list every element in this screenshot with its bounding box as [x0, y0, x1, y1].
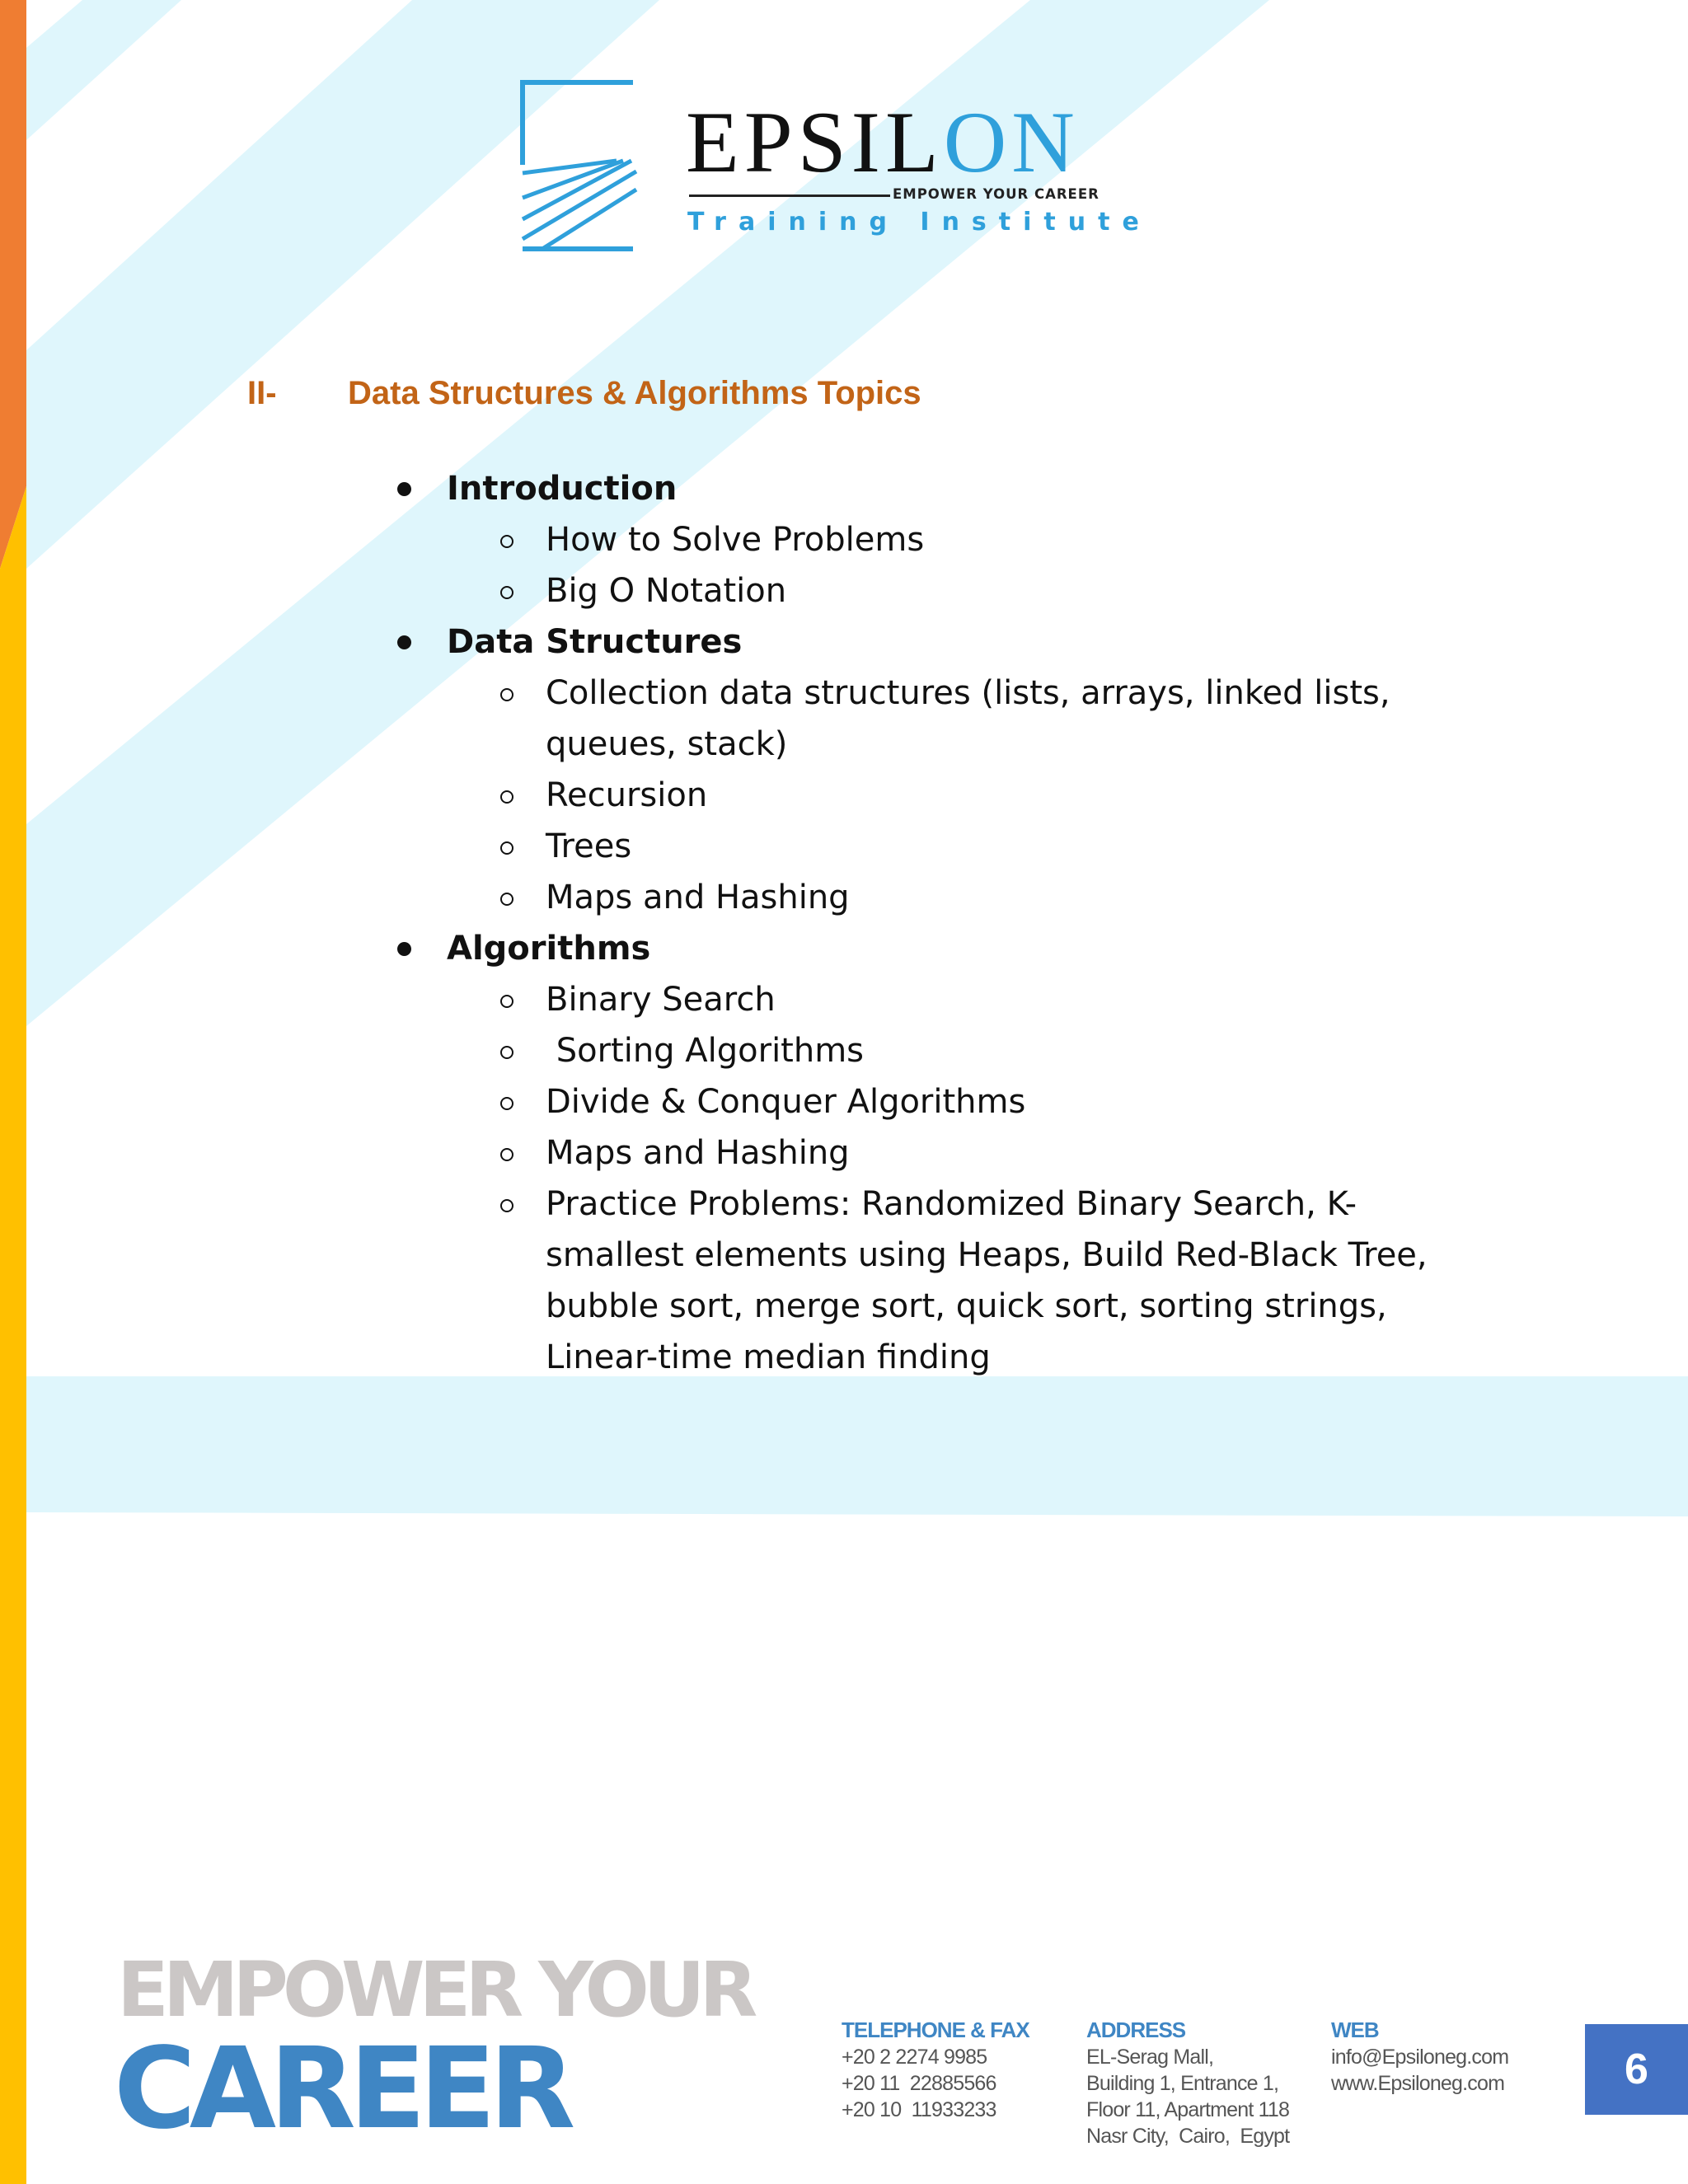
outline-item: [0, 1127, 1493, 1179]
outline-item-text: Collection data structures (lists, arrays, linked lists, queues, stack): [546, 674, 1390, 763]
footer-slogan-bottom: CAREER: [114, 2024, 570, 2154]
outline-item-text: Maps and Hashing: [546, 879, 850, 916]
topics-outline: [0, 463, 1566, 1383]
footer-telephone: [842, 2016, 1029, 2123]
address-line: Floor 11, Apartment 118: [1086, 2098, 1290, 2121]
address-heading: ADDRESS: [1086, 2018, 1186, 2042]
outline-item: [0, 821, 1493, 872]
circle-bullet-icon: [500, 1148, 513, 1161]
outline-group: [0, 463, 1566, 514]
circle-bullet-icon: [500, 995, 513, 1008]
circle-bullet-icon: [500, 535, 513, 548]
bullet-icon: [397, 635, 411, 649]
outline-group: [0, 923, 1566, 974]
telephone-line: +20 11 22885566: [842, 2072, 996, 2095]
outline-group: [0, 616, 1566, 668]
circle-bullet-icon: [500, 1097, 513, 1110]
website-link[interactable]: www.Epsiloneg.com: [1331, 2072, 1505, 2095]
logo-word-main: EPSIL: [686, 94, 944, 190]
outline-item: [0, 1025, 1493, 1076]
outline-item: [0, 565, 1493, 616]
footer-web: [1331, 2016, 1508, 2097]
outline-item: [0, 1179, 1493, 1383]
telephone-line: +20 10 11933233: [842, 2098, 996, 2121]
outline-group-label: Introduction: [447, 470, 678, 508]
logo-word-accent: ON: [943, 94, 1080, 190]
section-number: II-: [247, 375, 277, 411]
outline-item-text: Trees: [546, 827, 632, 865]
outline-item-text: Divide & Conquer Algorithms: [546, 1083, 1026, 1121]
outline-group-label: Data Structures: [447, 623, 743, 661]
outline-item: [0, 668, 1493, 770]
outline-item-text: How to Solve Problems: [546, 521, 925, 559]
bullet-icon: [397, 942, 411, 956]
email-link[interactable]: info@Epsiloneg.com: [1331, 2046, 1509, 2069]
address-line: Nasr City, Cairo, Egypt: [1086, 2125, 1290, 2148]
telephone-heading: TELEPHONE & FAX: [842, 2018, 1029, 2042]
logo-rule: [689, 194, 890, 197]
outline-item-text: Big O Notation: [546, 572, 787, 610]
section-title: Data Structures & Algorithms Topics: [348, 375, 921, 411]
circle-bullet-icon: [500, 1046, 513, 1059]
outline-item-text: Binary Search: [546, 981, 776, 1019]
address-line: Building 1, Entrance 1,: [1086, 2072, 1279, 2095]
outline-item: [0, 872, 1493, 923]
logo-wordmark: [686, 94, 1098, 190]
light-band: [26, 1376, 1688, 1516]
bullet-icon: [397, 482, 411, 496]
address-line: EL-Serag Mall,: [1086, 2046, 1214, 2069]
web-heading: WEB: [1331, 2018, 1379, 2042]
outline-item: [0, 1076, 1493, 1127]
footer-address: [1086, 2016, 1289, 2149]
circle-bullet-icon: [500, 841, 513, 855]
diagonal-stripe: [26, 0, 181, 140]
epsilon-logo-mark: [518, 74, 640, 254]
circle-bullet-icon: [500, 688, 513, 701]
outline-group-label: Algorithms: [447, 930, 651, 968]
outline-item-text: Maps and Hashing: [546, 1134, 850, 1172]
circle-bullet-icon: [500, 1199, 513, 1212]
circle-bullet-icon: [500, 586, 513, 599]
circle-bullet-icon: [500, 893, 513, 906]
footer-slogan-top: EMPOWER YOUR: [117, 1946, 753, 2034]
outline-item: [0, 974, 1493, 1025]
outline-item-text: Sorting Algorithms: [546, 1032, 865, 1070]
logo-tagline: EMPOWER YOUR CAREER: [893, 186, 1100, 202]
logo-subtitle: Training Institute: [687, 208, 1151, 237]
telephone-line: +20 2 2274 9985: [842, 2046, 987, 2069]
outline-item-text: Recursion: [546, 776, 708, 814]
circle-bullet-icon: [500, 790, 513, 804]
outline-item: [0, 770, 1493, 821]
outline-item: [0, 514, 1493, 565]
page-number-badge: 6: [1585, 2024, 1688, 2115]
outline-item-text: Practice Problems: Randomized Binary Search, K-smallest elements using Heaps, Build Red-Black Tree, bubble sort, merge sort, quick sort, sorting strings, Linear-time median finding: [546, 1185, 1428, 1376]
